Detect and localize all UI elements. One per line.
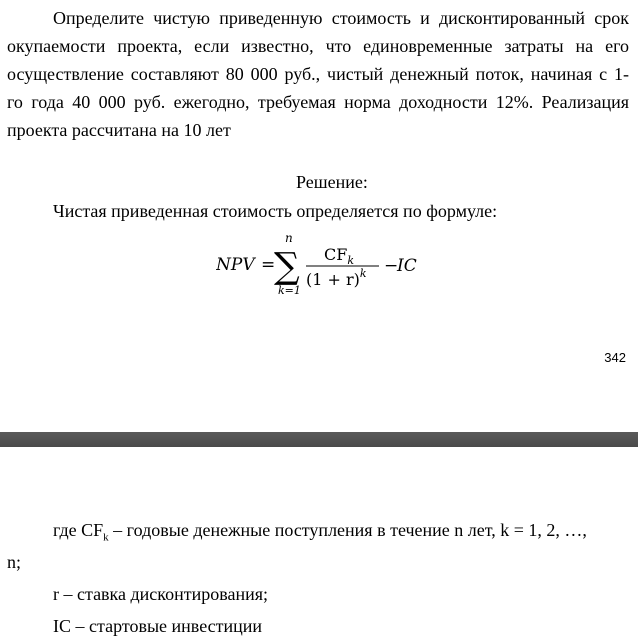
formula-sigma: ∑ xyxy=(274,246,300,287)
problem-line-5: проекта рассчитана на 10 лет xyxy=(7,120,231,140)
formula-npv: NPV xyxy=(216,255,255,275)
problem-line-2: окупаемости проекта, если известно, что единовременные затраты на его xyxy=(7,36,629,56)
page-divider xyxy=(0,432,638,447)
definition-r: r – ставка дисконтирования; xyxy=(53,584,269,604)
page-number: 342 xyxy=(604,350,626,365)
solution-title: Решение: xyxy=(296,172,368,192)
definition-ic: IC – стартовые инвестиции xyxy=(53,616,263,636)
formula-numerator: $CF_k$ xyxy=(324,245,355,267)
formula-sum-lower: k=1 xyxy=(278,284,301,297)
npv-formula xyxy=(216,230,426,300)
formula-minus: − xyxy=(384,256,399,276)
page-343 xyxy=(0,447,638,641)
problem-line-4: го года 40 000 руб. ежегодно, требуемая норма доходности 12%. Реализация xyxy=(7,92,629,112)
formula-equals: = xyxy=(261,255,276,275)
definition-cf-wrap: n; xyxy=(7,552,22,572)
problem-line-1: Определите чистую приведенную стоимость и дисконтированный срок xyxy=(53,8,629,28)
problem-line-3: осуществление составляют 80 000 руб., чистый денежный поток, начиная с 1- xyxy=(7,64,629,84)
formula-ic: IC xyxy=(397,256,417,276)
problem-statement xyxy=(7,4,629,144)
formula-sum-upper: n xyxy=(285,231,293,245)
formula-denominator: $(1 + r)^k$ xyxy=(306,267,367,289)
definition-cf: где $CF_k$ – годовые денежные поступления в течение n лет, k = 1, 2, …, xyxy=(53,520,587,544)
formula-intro: Чистая приведенная стоимость определяется по формуле: xyxy=(53,201,498,221)
